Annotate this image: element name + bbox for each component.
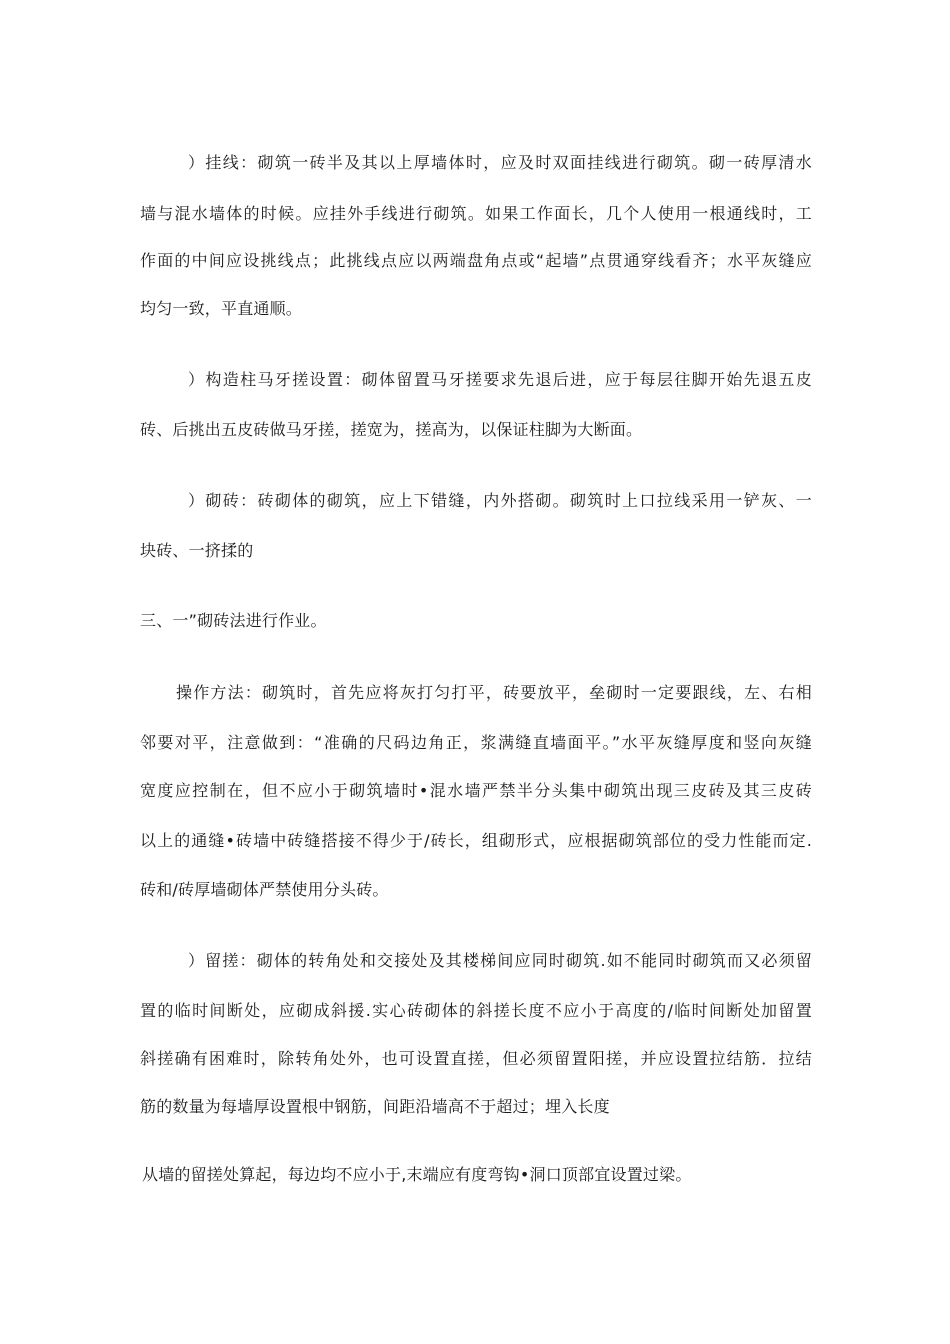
text-line: 砖、后挑出五皮砖做马牙搓，搓宽为，搓高为，以保证柱脚为大断面。 — [140, 420, 643, 439]
text-line: 以上的通缝•砖墙中砖缝搭接不得少于/砖长，组砌形式，应根据砌筑部位的受力性能而定. — [140, 831, 812, 850]
text-line: 均匀一致，平直通顺。 — [140, 299, 303, 318]
text-line: 邻要对平，注意做到：“准确的尺码边角正，浆满缝直墙面平。”水平灰缝厚度和竖向灰缝 — [140, 733, 812, 752]
text-line: 操作方法：砌筑时，首先应将灰打匀打平，砖要放平，垒砌时一定要跟线，左、右相 — [176, 683, 812, 702]
text-line: 墙与混水墙体的时候。应挂外手线进行砌筑。如果工作面长，几个人使用一根通线时，工 — [140, 204, 812, 223]
text-line: ）留搓：砌体的转角处和交接处及其楼梯间应同时砌筑.如不能同时砌筑而又必须留 — [188, 951, 812, 970]
text-line: 砖和/砖厚墙砌体严禁使用分头砖。 — [140, 880, 389, 899]
text-line: ）砌砖：砖砌体的砌筑，应上下错缝，内外搭砌。砌筑时上口拉线采用一铲灰、一 — [188, 491, 812, 510]
text-line: 块砖、一挤揉的 — [140, 541, 254, 560]
text-line: 三、一”砌砖法进行作业。 — [140, 611, 327, 630]
text-line: ）挂线：砌筑一砖半及其以上厚墙体时，应及时双面挂线进行砌筑。砌一砖厚清水 — [188, 153, 812, 172]
text-line: 斜搓确有困难时，除转角处外，也可设置直搓，但必须留置阳搓，并应设置拉结筋．拉结 — [140, 1049, 812, 1068]
text-line: 作面的中间应设挑线点；此挑线点应以两端盘角点或“起墙”点贯通穿线看齐；水平灰缝应 — [140, 251, 812, 270]
text-line: 从墙的留搓处算起，每边均不应小于,末端应有度弯钩•洞口顶部宜设置过梁。 — [142, 1165, 692, 1184]
text-line: ）构造柱马牙搓设置：砌体留置马牙搓要求先退后进，应于每层往脚开始先退五皮 — [188, 370, 812, 389]
text-line: 置的临时间断处，应砌成斜援.实心砖砌体的斜搓长度不应小于高度的/临时间断处加留置 — [140, 1001, 812, 1020]
text-line: 筋的数量为每墙厚设置根中钢筋，间距沿墙高不于超过；埋入长度 — [140, 1097, 610, 1116]
text-line: 宽度应控制在，但不应小于砌筑墙时•混水墙严禁半分头集中砌筑出现三皮砖及其三皮砖 — [140, 781, 812, 800]
